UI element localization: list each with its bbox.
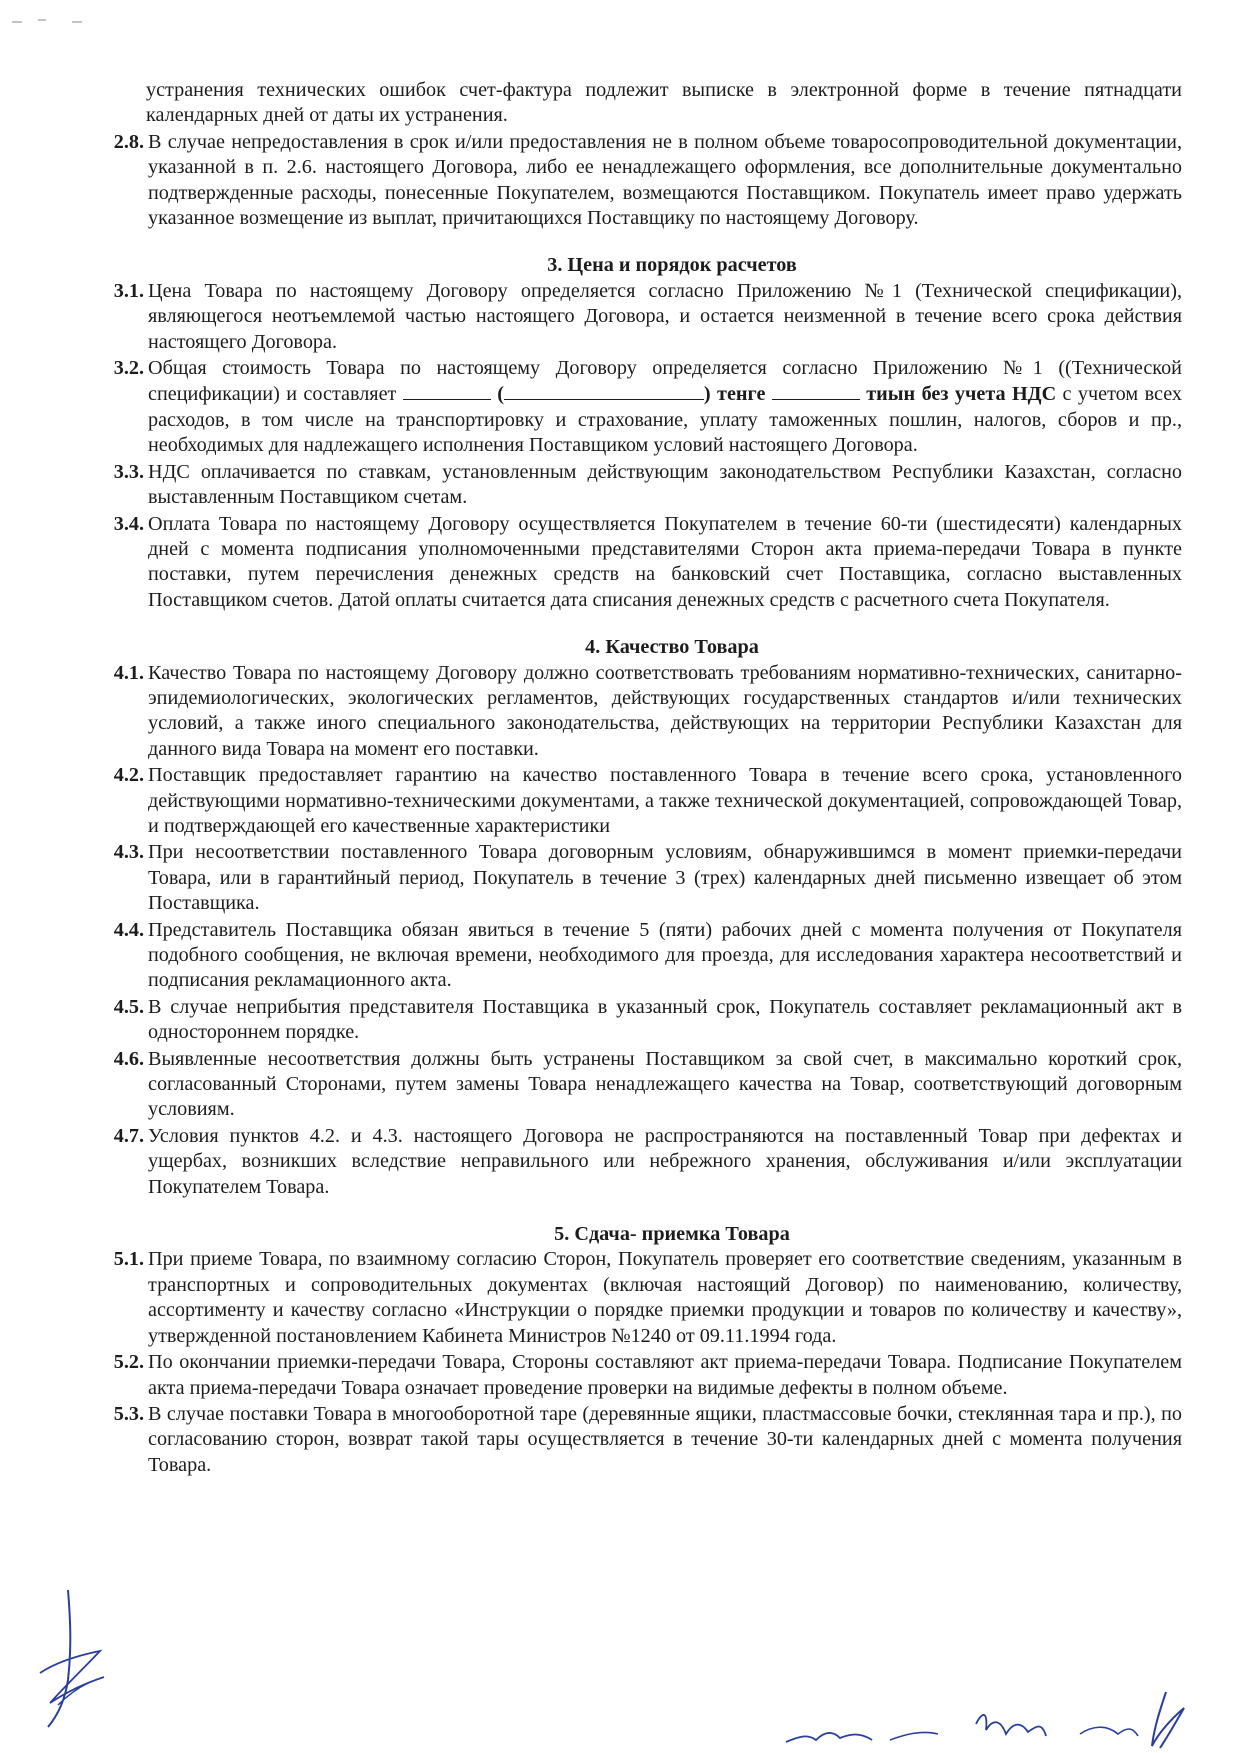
clause-text-part: Общая стоимость Товара по настоящему Договору определяется согласно Приложению №1 ((Технической спецификации) и составляет: [148, 357, 1182, 406]
clause-number: 4.3.: [113, 841, 144, 864]
clause-number: 4.2.: [113, 764, 144, 787]
clause-number: 3.1.: [113, 279, 144, 302]
clause-2-7-continuation: устранения технических ошибок счет-фактура подлежит выписке в электронной форме в течение пятнадцати календарных дней от даты их устранения.: [146, 79, 1182, 127]
clause-text: Качество Товара по настоящему Договору должно соответствовать требованиям нормативно-технических, санитарно-эпидемиологических, экологических регламентов, действующих государственных стандартов и/или технических условий, а также иного специального законодательства, действующих на территории Республики Казахстан для данного вида Товара на момент его поставки.: [148, 661, 1182, 760]
clause-number: 5.2.: [113, 1351, 144, 1374]
clause-number: 4.4.: [113, 918, 144, 941]
clause-text: Выявленные несоответствия должны быть устранены Поставщиком за свой счет, в максимально короткий срок, согласованный Сторонами, путем замены Товара ненадлежащего качества на Товар, соответствующий договорным условиям.: [148, 1047, 1182, 1121]
paren-open: (: [497, 383, 504, 406]
section-3-heading: 3. Цена и порядок расчетов: [547, 254, 797, 277]
clause-3-2: [102, 356, 1182, 459]
clause-text: По окончании приемки-передачи Товара, Стороны составляют акт приема-передачи Товара. Подписание Покупателем акта приема-передачи Товара означает проведение проверки на видимые дефекты в полном объеме.: [148, 1351, 1182, 1399]
clause-number: 3.2.: [113, 357, 144, 380]
contract-body: [102, 78, 1182, 1479]
clause-number: 4.7.: [113, 1124, 144, 1147]
clause-number: 4.5.: [113, 995, 144, 1018]
clause-4-6: [102, 1047, 1182, 1123]
clause-4-2: [102, 763, 1182, 839]
section-5-heading: 5. Сдача- приемка Товара: [554, 1223, 790, 1246]
bottom-right-signatures: [780, 1690, 1220, 1750]
clause-number: 5.1.: [113, 1248, 144, 1271]
clause-3-4: [102, 512, 1182, 614]
amount-blank[interactable]: [403, 381, 491, 400]
amount-words-blank[interactable]: [504, 381, 704, 400]
clause-text: Цена Товара по настоящему Договору определяется согласно Приложению №1 (Технической спецификации), являющегося неотъемлемой частью настоящего Договора, и остается неизменной в течение всего срока действия настоящего Договора.: [148, 279, 1182, 353]
clause-number: 3.4.: [113, 512, 144, 535]
clause-2-8: [102, 130, 1182, 232]
clause-text-part: с учетом всех расходов, в том числе на транспортировку и страхование, уплату таможенных пошлин, налогов, сборов и пр., необходимых для надлежащего исполнения Поставщиком условий настоящего Договора.: [148, 383, 1182, 457]
clause-text: НДС оплачивается по ставкам, установленным действующим законодательством Республики Казахстан, согласно выставленным Поставщиком счетам.: [148, 460, 1182, 509]
clause-text: Условия пунктов 4.2. и 4.3. настоящего Договора не распространяются на поставленный Товар при дефектах и ущербах, возникших вследствие неправильного или небрежного хранения, обслуживания и/или эксплуатации Покупателем Товара.: [148, 1124, 1182, 1198]
clause-5-3: [102, 1402, 1182, 1478]
tenge-label: ) тенге: [703, 383, 772, 406]
clause-text: Оплата Товара по настоящему Договору осуществляется Покупателем в течение 60-ти (шестидесяти) календарных дней с момента подписания уполномоченными представителями Сторон акта приема-передачи Товара в пункте поставки, путем перечисления денежных средств на банковский счет Поставщика, согласно выставленных Поставщиком счетов. Датой оплаты считается дата списания денежных средств с расчетного счета Покупателя.: [148, 512, 1182, 611]
clause-number: 3.3.: [113, 460, 144, 483]
clause-text: При несоответствии поставленного Товара договорным условиям, обнаружившимся в момент приемки-передачи Товара, или в гарантийный период, Покупатель в течение 3 (трех) календарных дней письменно извещает об этом Поставщика.: [148, 841, 1182, 915]
clause-text: При приеме Товара, по взаимному согласию Сторон, Покупатель проверяет его соответствие сведениям, указанным в транспортных и сопроводительных документах (включая настоящий Договор) по наименованию, количеству, ассортименту и качеству согласно «Инструкции о порядке приемки продукции и товаров по количеству и качеству», утвержденной постановлением Кабинета Министров №1240 от 09.11.1994 года.: [148, 1248, 1182, 1347]
clause-4-5: [102, 995, 1182, 1046]
clause-4-7: [102, 1124, 1182, 1200]
section-4-heading: 4. Качество Товара: [585, 636, 759, 659]
tiyn-blank[interactable]: [772, 381, 860, 400]
clause-text: В случае непредоставления в срок и/или предоставления не в полном объеме товаросопроводительной документации, указанной в п. 2.6. настоящего Договора, либо ее ненадлежащего оформления, все дополнительные документально подтвержденные расходы, понесенные Покупателем, возмещаются Поставщиком. Покупатель имеет право удержать указанное возмещение из выплат, причитающихся Поставщику по настоящему Договору.: [148, 130, 1182, 230]
clause-number: 2.8.: [113, 130, 144, 153]
clause-4-1: [102, 661, 1182, 763]
clause-4-4: [102, 918, 1182, 994]
clause-text: [146, 356, 1182, 459]
clause-4-3: [102, 840, 1182, 916]
clause-3-1: [102, 279, 1182, 355]
clause-text: Представитель Поставщика обязан явиться в течение 5 (пяти) рабочих дней с момента получения от Покупателя подобного сообщения, не включая времени, необходимого для проезда, для исследования характера несоответствий и подписания рекламационного акта.: [148, 918, 1182, 992]
clause-text: В случае неприбытия представителя Поставщика в указанный срок, Покупатель составляет рекламационный акт в одностороннем порядке.: [148, 995, 1182, 1044]
clause-number: 5.3.: [113, 1402, 144, 1425]
clause-number: 4.6.: [113, 1047, 144, 1070]
clause-5-1: [102, 1247, 1182, 1349]
clause-5-2: [102, 1350, 1182, 1401]
clause-text: В случае поставки Товара в многооборотной таре (деревянные ящики, пластмассовые бочки, стеклянная тара и пр.), по согласованию сторон, возврат такой тары осуществляется в течение 30-ти календарных дней с момента получения Товара.: [148, 1402, 1182, 1476]
left-margin-signature: [28, 1585, 108, 1735]
clause-3-3: [102, 460, 1182, 511]
clause-number: 4.1.: [113, 661, 144, 684]
scan-marks: [10, 12, 90, 32]
tiyn-label: тиын без учета НДС: [859, 383, 1057, 406]
clause-text: Поставщик предоставляет гарантию на качество поставленного Товара в течение всего срока, установленного действующими нормативно-техническими документами, а также технической документацией, сопровождающей Товар, и подтверждающей его качественные характеристики: [148, 764, 1182, 837]
